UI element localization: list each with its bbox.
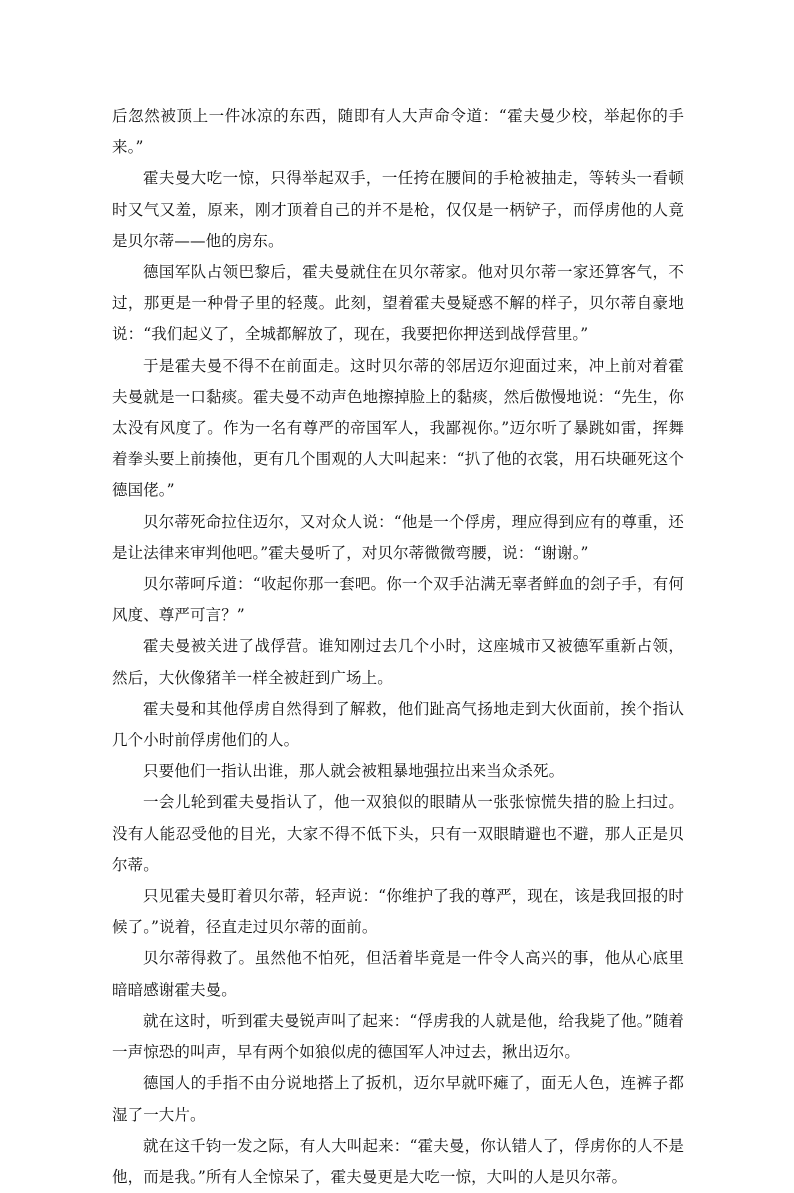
paragraph: 贝尔蒂得救了。虽然他不怕死，但活着毕竟是一件令人高兴的事，他从心底里暗暗感谢霍夫曼。: [112, 949, 684, 999]
paragraph: 只见霍夫曼盯着贝尔蒂，轻声说：“你维护了我的尊严，现在，该是我回报的时候了。”说着，径直走过贝尔蒂的面前。: [112, 887, 684, 937]
paragraph: 贝尔蒂死命拉住迈尔，又对众人说：“他是一个俘虏，理应得到应有的尊重，还是让法律来审判他吧。”霍夫曼听了，对贝尔蒂微微弯腰，说：“谢谢。”: [112, 512, 684, 562]
paragraph: 德国军队占领巴黎后，霍夫曼就住在贝尔蒂家。他对贝尔蒂一家还算客气，不过，那更是一种骨子里的轻蔑。此刻，望着霍夫曼疑惑不解的样子，贝尔蒂自豪地说：“我们起义了，全城都解放了，现在，我要把你押送到战俘营里。”: [112, 263, 684, 344]
paragraph: 一会儿轮到霍夫曼指认了，他一双狼似的眼睛从一张张惊慌失措的脸上扫过。没有人能忍受他的目光，大家不得不低下头，只有一双眼睛避也不避，那人正是贝尔蒂。: [112, 793, 684, 874]
paragraph: 德国人的手指不由分说地搭上了扳机，迈尔早就吓瘫了，面无人色，连裤子都湿了一大片。: [112, 1074, 684, 1124]
paragraph: 只要他们一指认出谁，那人就会被粗暴地强拉出来当众杀死。: [143, 762, 565, 781]
paragraph: 于是霍夫曼不得不在前面走。这时贝尔蒂的邻居迈尔迎面过来，冲上前对着霍夫曼就是一口黏痰。霍夫曼不动声色地擦掉脸上的黏痰，然后傲慢地说：“先生，你太没有风度了。作为一名有尊严的帝国军人，我鄙视你。”迈尔听了暴跳如雷，挥舞着拳头要上前揍他，更有几个围观的人大叫起来：“扒了他的衣裳，用石块砸死这个德国佬。”: [112, 356, 684, 500]
document-page: [112, 101, 684, 1193]
paragraph: 霍夫曼被关进了战俘营。谁知刚过去几个小时，这座城市又被德军重新占领，然后，大伙像猪羊一样全被赶到广场上。: [112, 637, 684, 687]
paragraph: 霍夫曼和其他俘虏自然得到了解救，他们趾高气扬地走到大伙面前，挨个指认几个小时前俘虏他们的人。: [112, 699, 684, 750]
paragraph: 贝尔蒂呵斥道：“收起你那一套吧。你一个双手沾满无辜者鲜血的刽子手，有何风度、尊严可言？”: [112, 575, 684, 625]
paragraph: 霍夫曼大吃一惊，只得举起双手，一任挎在腰间的手枪被抽走，等转头一看顿时又气又羞，原来，刚才顶着自己的并不是枪，仅仅是一柄铲子，而俘虏他的人竟是贝尔蒂——他的房东。: [112, 169, 684, 250]
paragraph: 就在这时，听到霍夫曼锐声叫了起来：“俘虏我的人就是他，给我毙了他。”随着一声惊恐的叫声，早有两个如狼似虎的德国军人冲过去，揪出迈尔。: [112, 1011, 684, 1062]
paragraph-continuation: 后忽然被顶上一件冰凉的东西，随即有人大声命令道：“霍夫曼少校，举起你的手来。”: [112, 107, 684, 157]
paragraph: 就在这千钧一发之际，有人大叫起来：“霍夫曼，你认错人了，俘虏你的人不是他，而是我。”所有人全惊呆了，霍夫曼更是大吃一惊，大叫的人是贝尔蒂。: [112, 1136, 684, 1186]
